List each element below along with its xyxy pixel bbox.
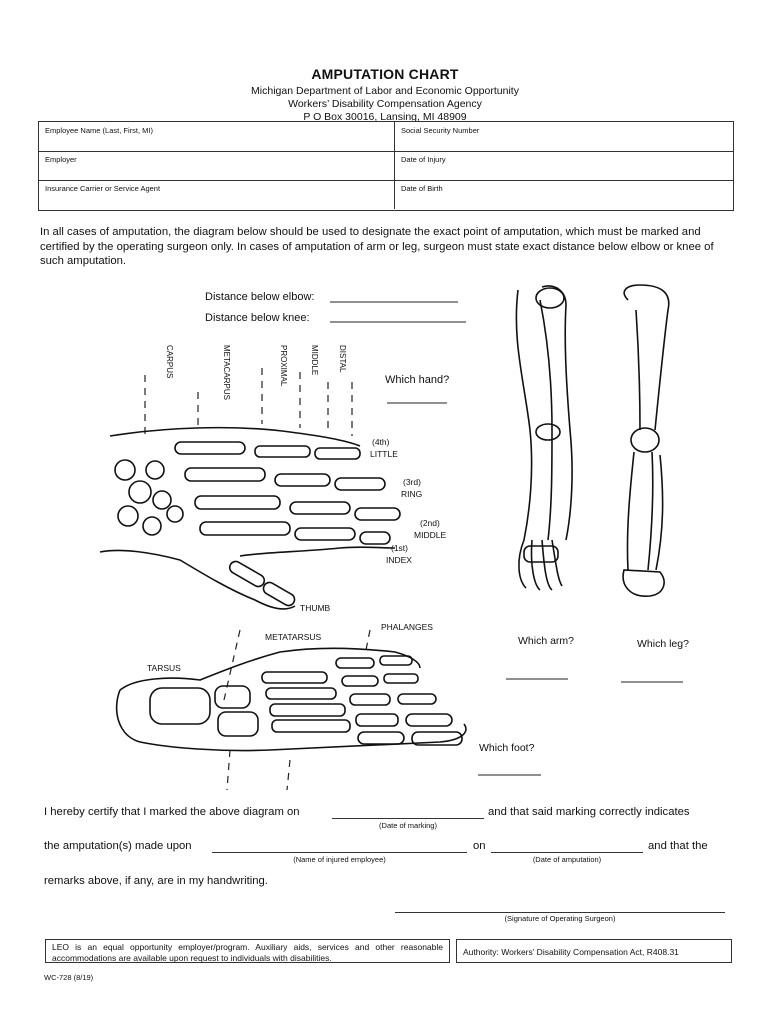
field-row — [39, 122, 733, 152]
authority-notice: Authority: Workers’ Disability Compensation Act, R408.31 — [456, 939, 732, 963]
date-of-amputation-field[interactable] — [491, 852, 643, 853]
ssn-field[interactable]: Social Security Number — [401, 126, 480, 135]
surgeon-signature-line[interactable] — [395, 912, 725, 913]
hand-skeleton-illustration — [100, 428, 400, 609]
distance-below-elbow-label: Distance below elbow: — [205, 291, 315, 303]
leg-skeleton-illustration — [623, 285, 669, 596]
employee-name-line[interactable] — [212, 852, 467, 853]
date-of-injury-field[interactable]: Date of Injury — [401, 155, 446, 164]
middle-finger-label: MIDDLE — [414, 530, 447, 540]
cert-line2-on: on — [473, 840, 486, 852]
distance-below-knee-label: Distance below knee: — [205, 312, 310, 324]
which-leg-label: Which leg? — [637, 638, 689, 650]
date-of-marking-caption: (Date of marking) — [379, 821, 437, 830]
distal-label: DISTAL — [338, 345, 347, 373]
which-hand-label: Which hand? — [385, 374, 450, 386]
agency-address: P O Box 30016, Lansing, MI 48909 — [303, 111, 467, 123]
form-title: AMPUTATION CHART — [311, 66, 459, 82]
employee-name-caption: (Name of injured employee) — [293, 855, 386, 864]
index-finger-label: INDEX — [386, 555, 412, 565]
amputation-diagram — [0, 270, 770, 795]
field-row — [39, 151, 733, 181]
cert-line1-end: and that said marking correctly indicates — [488, 806, 690, 818]
agency-department: Michigan Department of Labor and Economic Opportunity — [251, 85, 519, 97]
metatarsus-label: METATARSUS — [265, 632, 322, 642]
middle-finger-number: (2nd) — [420, 518, 440, 528]
index-finger-number: (1st) — [391, 543, 408, 553]
signature-caption: (Signature of Operating Surgeon) — [504, 914, 616, 923]
employee-info-table — [38, 121, 734, 211]
field-row — [39, 180, 733, 209]
cert-line2-end: and that the — [648, 840, 708, 852]
which-foot-label: Which foot? — [479, 742, 535, 754]
employer-field[interactable]: Employer — [39, 151, 395, 180]
which-arm-label: Which arm? — [518, 635, 575, 647]
arm-skeleton-illustration — [516, 286, 572, 590]
tarsus-label: TARSUS — [147, 663, 181, 673]
form-number: WC-728 (8/19) — [44, 973, 94, 982]
cert-line3: remarks above, if any, are in my handwriting. — [44, 875, 268, 887]
leo-notice: LEO is an equal opportunity employer/program. Auxiliary aids, services and other reasonable accommodations are available upon request to individuals with disabilities. — [45, 939, 450, 963]
employee-name-field[interactable]: Employee Name (Last, First, MI) — [39, 122, 395, 151]
date-of-birth-field[interactable]: Date of Birth — [401, 184, 443, 193]
proximal-label: PROXIMAL — [279, 345, 288, 387]
insurance-carrier-field[interactable]: Insurance Carrier or Service Agent — [39, 180, 395, 209]
instructions-text: In all cases of amputation, the diagram below should be used to designate the exact point of amputation, which must be marked and certified by the operating surgeon only. In cases of amputation of arm or leg, surgeon must state exact distance below elbow or knee of such amputation. — [40, 226, 714, 267]
agency-name: Workers’ Disability Compensation Agency — [288, 98, 482, 110]
cert-line2-start: the amputation(s) made upon — [44, 840, 192, 852]
carpus-label: CARPUS — [165, 345, 174, 379]
little-finger-number: (4th) — [372, 437, 390, 447]
date-of-marking-field[interactable] — [332, 818, 484, 819]
ring-finger-label: RING — [401, 489, 423, 499]
middle-phalanx-label: MIDDLE — [310, 345, 319, 376]
phalanges-label: PHALANGES — [381, 622, 433, 632]
date-of-amputation-caption: (Date of amputation) — [532, 855, 602, 864]
thumb-label: THUMB — [300, 603, 331, 613]
metacarpus-label: METACARPUS — [222, 345, 231, 400]
hand-division-lines — [145, 368, 352, 438]
cert-line1-start: I hereby certify that I marked the above diagram on — [44, 806, 300, 818]
foot-division-lines — [224, 630, 370, 790]
ring-finger-number: (3rd) — [403, 477, 421, 487]
little-finger-label: LITTLE — [370, 449, 398, 459]
